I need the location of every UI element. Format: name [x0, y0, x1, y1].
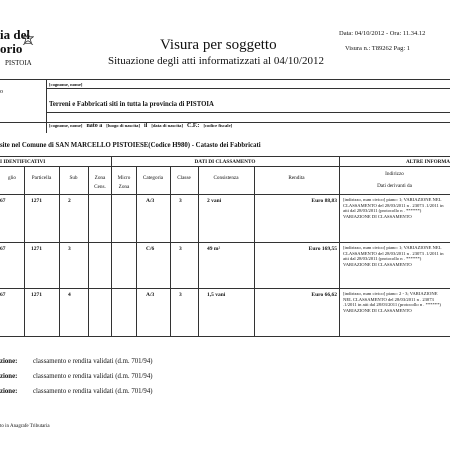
annotation-label-1: zione: — [0, 358, 18, 365]
row2-categoria: C/6 — [146, 246, 155, 252]
subject-cognome-nome-2: [cognome, nome] — [49, 123, 83, 128]
row3-sub: 4 — [68, 292, 71, 298]
row3-rendita: Euro 66,62 — [311, 292, 337, 298]
subject-cognome-nome: [cognome, nome] — [49, 82, 83, 87]
annotation-label-3: zione: — [0, 388, 18, 395]
group-dati-classamento: DATI DI CLASSAMENTO — [194, 159, 256, 165]
table-rule-top — [0, 156, 450, 157]
row1-dati-derivanti: [indirizzo, num civico] piano: 1; VARIAZIONE NEL CLASSAMENTO del 28/03/2011 n . 23073 .1/2011 in atti dal 28/03/2011 (protocollo n . ******) VARIAZIONE DI CLASSAMENTO — [343, 197, 444, 219]
fiscal-code-placeholder: [codice fiscale] — [203, 123, 233, 128]
row3-dati-derivanti: [indirizzo, num civico] piano: 2 - 3; VARIAZIONE NEL CLASSAMENTO del 28/03/2011 n . 23073 .1/2011 in atti dal 28/03/2011 (protocollo n . ******) VARIAZIONE DI CLASSAMENTO — [343, 291, 441, 313]
col-header-foglio: glio — [7, 175, 17, 181]
row3-consistenza: 1,5 vani — [207, 292, 226, 298]
print-date: Data: 04/10/2012 - Ora: 11.34.12 — [339, 30, 426, 37]
republic-emblem-icon — [22, 32, 34, 46]
table-rule-row-1 — [0, 242, 450, 243]
col-header-micro-zona: Micro Zona — [117, 175, 131, 190]
agency-logo-line2: orio — [0, 41, 23, 56]
col-header-zona-cens: Zona Cens. — [94, 175, 106, 190]
row2-dati-derivanti: [indirizzo, num civico] piano: 1; VARIAZIONE NEL CLASSAMENTO del 28/03/2011 n . 23073 .1/2011 in atti dal 28/03/2011 (protocollo n . ******) VARIAZIONE DI CLASSAMENTO — [343, 245, 444, 267]
subject-scope: Terreni e Fabbricati siti in tutta la provincia di PISTOIA — [49, 101, 214, 108]
col-header-rendita: Rendita — [288, 175, 305, 181]
annotation-label-2: zione: — [0, 373, 18, 380]
row1-foglio: 67 — [0, 198, 6, 204]
page-subtitle: Situazione degli atti informatizzati al 04/10/2012 — [108, 55, 324, 67]
table-rule-header-bottom — [0, 194, 450, 195]
col-header-dati-derivanti: Dati derivanti da — [377, 183, 412, 189]
row2-particella: 1271 — [31, 246, 42, 252]
subject-box-bottom-rule — [0, 122, 450, 123]
table-rule-row-2 — [0, 288, 450, 289]
group-altre-informazioni: ALTRE INFORMA — [405, 159, 450, 165]
catasto-table — [0, 156, 450, 356]
col-header-indirizzo: Indirizzo — [385, 171, 404, 177]
row1-categoria: A/3 — [146, 198, 155, 204]
table-rule-group — [0, 166, 450, 167]
row2-classe: 3 — [179, 246, 182, 252]
row3-categoria: A/3 — [146, 292, 155, 298]
agency-logo-line1: ia del — [0, 27, 30, 42]
col-header-categoria: Categoria — [142, 175, 164, 181]
annotation-text-1: classamento e rendita validati (d.m. 701/94) — [33, 358, 153, 365]
subject-label: o — [0, 89, 3, 95]
section-title: site nel Comune di SAN MARCELLO PISTOIESE(Codice H980) - Catasto dei Fabbricati — [0, 142, 261, 149]
col-rule-6 — [170, 166, 171, 336]
row3-foglio: 67 — [0, 292, 6, 298]
annotation-text-2: classamento e rendita validati (d.m. 701/94) — [33, 373, 153, 380]
visura-number: Visura n.: T89262 Pag: 1 — [345, 45, 411, 52]
row1-particella: 1271 — [31, 198, 42, 204]
subject-birth-line — [49, 114, 232, 132]
group-dati-identificativi: I IDENTIFICATIVI — [0, 159, 46, 165]
row1-consistenza: 2 vani — [207, 198, 222, 204]
page-title: Visura per soggetto — [160, 37, 277, 53]
row2-sub: 3 — [68, 246, 71, 252]
col-header-consistenza: Consistenza — [213, 175, 239, 181]
col-header-particella: Particella — [31, 175, 52, 181]
row3-particella: 1271 — [31, 292, 42, 298]
col-rule-1 — [24, 166, 25, 336]
col-rule-8 — [254, 166, 255, 336]
birthdate-placeholder: [data di nascita] — [151, 123, 183, 128]
fiscal-code-label: C.F.: — [186, 123, 200, 129]
row1-classe: 3 — [179, 198, 182, 204]
office-province: PISTOIA — [5, 59, 32, 67]
col-header-sub: Sub — [69, 175, 78, 181]
col-rule-5 — [136, 166, 137, 336]
row1-sub: 2 — [68, 198, 71, 204]
birthplace-placeholder: [luogo di nascita] — [106, 123, 140, 128]
table-rule-row-3 — [0, 336, 450, 337]
born-on-label: il — [143, 123, 148, 129]
row1-rendita: Euro 88,83 — [311, 198, 337, 204]
subject-box-top-rule — [0, 79, 450, 80]
row2-rendita: Euro 169,55 — [308, 246, 337, 252]
col-rule-7 — [198, 166, 199, 336]
born-at-label: nato a — [86, 123, 103, 129]
footer-note: to in Anagrafe Tributaria — [0, 424, 50, 429]
subject-row-rule-2 — [46, 112, 450, 113]
col-rule-2 — [59, 166, 60, 336]
subject-row-rule-1 — [46, 88, 450, 89]
row3-classe: 3 — [179, 292, 182, 298]
row2-consistenza: 49 m² — [207, 246, 221, 252]
col-header-classe: Classe — [177, 175, 191, 181]
row2-foglio: 67 — [0, 246, 6, 252]
annotation-text-3: classamento e rendita validati (d.m. 701/94) — [33, 388, 153, 395]
